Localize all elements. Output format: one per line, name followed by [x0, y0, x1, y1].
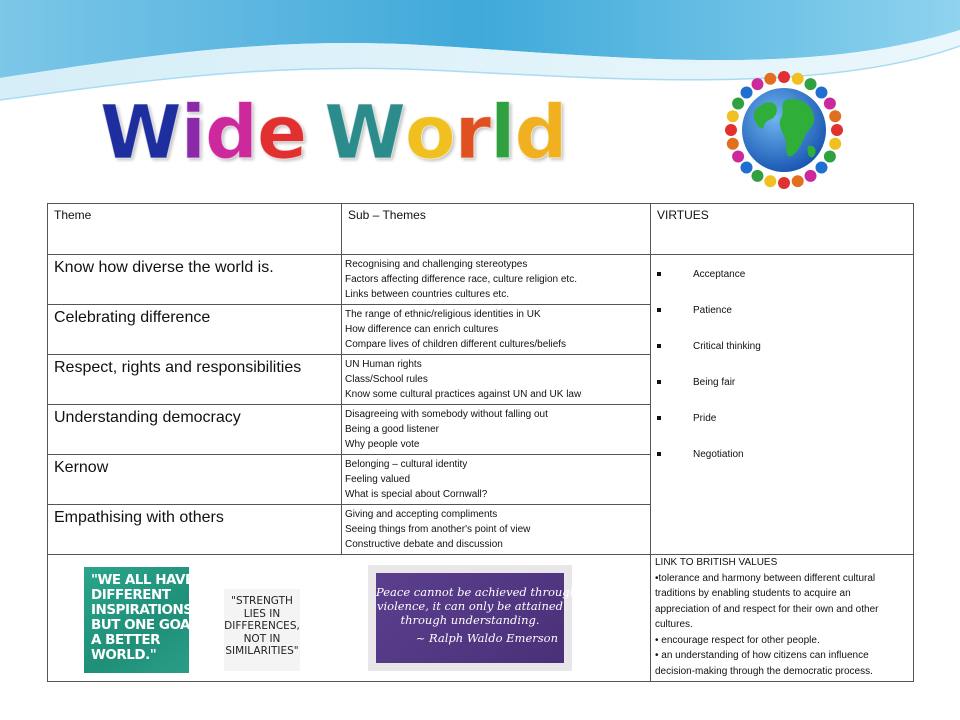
child-figure: [824, 98, 836, 110]
subtheme-item: Why people vote: [345, 439, 420, 450]
subthemes-cell: [342, 355, 651, 405]
child-figure: [815, 161, 827, 173]
quote-author: ~ Ralph Waldo Emerson: [415, 631, 558, 645]
title-letter: o: [404, 90, 455, 176]
theme-cell: Kernow: [48, 455, 342, 505]
title-letter: [306, 96, 324, 170]
inspirations-poster: [84, 567, 204, 673]
virtue-item: Acceptance: [657, 269, 913, 305]
page-title: [100, 90, 567, 176]
child-figure: [824, 151, 836, 163]
british-values-line: appreciation of and respect for their own and other: [655, 603, 879, 615]
header-virtues: VIRTUES: [651, 204, 914, 255]
poster-line: DIFFERENCES,: [224, 620, 300, 632]
title-letter: e: [256, 90, 307, 176]
virtues-cell: [651, 255, 914, 555]
images-row: [48, 555, 914, 682]
subthemes-cell: [342, 305, 651, 355]
child-figure: [764, 175, 776, 187]
subthemes-cell: [342, 255, 651, 305]
subtheme-item: How difference can enrich cultures: [345, 324, 499, 335]
strength-poster: [224, 589, 300, 671]
theme-cell: Understanding democracy: [48, 405, 342, 455]
globe-icon: [720, 66, 848, 194]
child-figure: [831, 124, 843, 136]
header-theme: Theme: [48, 204, 342, 255]
poster-line: violence, it can only be attained: [376, 599, 564, 613]
title-letter: r: [454, 90, 491, 176]
title-letter: l: [490, 90, 515, 176]
virtue-item: Being fair: [657, 377, 913, 413]
poster-line: Peace cannot be achieved through: [376, 585, 578, 599]
subtheme-item: Recognising and challenging stereotypes: [345, 259, 528, 270]
british-values-cell: [651, 555, 914, 682]
child-figure: [752, 78, 764, 90]
subtheme-item: Being a good listener: [345, 424, 439, 435]
british-values-line: decision-making through the democratic process.: [655, 665, 873, 677]
emerson-quote-poster: [368, 565, 578, 671]
subtheme-item: Seeing things from another's point of view: [345, 524, 531, 535]
child-figure: [792, 73, 804, 85]
title-letter: d: [205, 90, 257, 176]
virtue-item: Patience: [657, 305, 913, 341]
title-letter: W: [324, 90, 405, 176]
poster-line: A BETTER: [91, 632, 161, 648]
header-subthemes: Sub – Themes: [342, 204, 651, 255]
subtheme-item: The range of ethnic/religious identities in UK: [345, 309, 541, 320]
child-figure: [778, 177, 790, 189]
child-figure: [778, 71, 790, 83]
child-figure: [732, 98, 744, 110]
british-values-line: •tolerance and harmony between different cultural: [655, 572, 876, 584]
virtue-item: Pride: [657, 413, 913, 449]
virtues-list: [657, 269, 913, 485]
subtheme-item: UN Human rights: [345, 359, 422, 370]
subtheme-item: Constructive debate and discussion: [345, 539, 503, 550]
title-letter: W: [100, 90, 181, 176]
child-figure: [725, 124, 737, 136]
child-figure: [829, 110, 841, 122]
subthemes-cell: [342, 405, 651, 455]
child-figure: [805, 170, 817, 182]
british-values-line: traditions by enabling students to acquire an: [655, 588, 851, 599]
child-figure: [727, 110, 739, 122]
poster-line: SIMILARITIES": [225, 645, 299, 657]
poster-line: DIFFERENT: [91, 587, 171, 603]
british-values-line: • encourage respect for other people.: [655, 634, 820, 646]
child-figure: [752, 170, 764, 182]
theme-cell: Respect, rights and responsibilities: [48, 355, 342, 405]
themes-table: [47, 203, 914, 682]
poster-line: NOT IN: [243, 632, 281, 645]
subtheme-item: Disagreeing with somebody without falling out: [345, 409, 548, 420]
subtheme-item: Compare lives of children different cultures/beliefs: [345, 339, 567, 350]
subtheme-item: Feeling valued: [345, 474, 411, 485]
child-figure: [732, 151, 744, 163]
subtheme-item: Class/School rules: [345, 374, 428, 385]
subtheme-item: Factors affecting difference race, culture religion etc.: [345, 274, 577, 285]
child-figure: [805, 78, 817, 90]
theme-cell: Empathising with others: [48, 505, 342, 555]
poster-line: INSPIRATIONS,: [91, 602, 198, 618]
subtheme-item: Know some cultural practices against UN and UK law: [345, 389, 582, 400]
british-values-heading: LINK TO BRITISH VALUES: [655, 557, 778, 568]
poster-line: BUT ONE GOAL:: [91, 617, 204, 633]
child-figure: [741, 87, 753, 99]
british-values-line: cultures.: [655, 619, 693, 630]
poster-line: WORLD.": [91, 647, 157, 663]
virtue-item: Critical thinking: [657, 341, 913, 377]
theme-cell: Know how diverse the world is.: [48, 255, 342, 305]
subthemes-cell: [342, 505, 651, 555]
poster-line: through understanding.: [400, 613, 540, 627]
subtheme-item: What is special about Cornwall?: [345, 489, 488, 500]
child-figure: [741, 161, 753, 173]
subtheme-item: Giving and accepting compliments: [345, 509, 498, 520]
poster-line: LIES IN: [243, 607, 281, 620]
poster-line: "STRENGTH: [231, 595, 293, 607]
child-figure: [764, 73, 776, 85]
child-figure: [815, 87, 827, 99]
child-figure: [829, 138, 841, 150]
title-letter: d: [514, 90, 567, 176]
british-values-line: • an understanding of how citizens can influence: [655, 650, 869, 661]
subtheme-item: Belonging – cultural identity: [345, 459, 468, 470]
globe-illustration: [720, 66, 848, 194]
theme-cell: Celebrating difference: [48, 305, 342, 355]
table-row: [48, 255, 914, 305]
child-figure: [727, 138, 739, 150]
title-letter: i: [180, 90, 205, 176]
virtue-item: Negotiation: [657, 449, 913, 485]
poster-line: "WE ALL HAVE: [91, 572, 194, 588]
child-figure: [792, 175, 804, 187]
images-cell: [48, 555, 651, 682]
table-header-row: [48, 204, 914, 255]
subthemes-cell: [342, 455, 651, 505]
subtheme-item: Links between countries cultures etc.: [345, 289, 509, 300]
